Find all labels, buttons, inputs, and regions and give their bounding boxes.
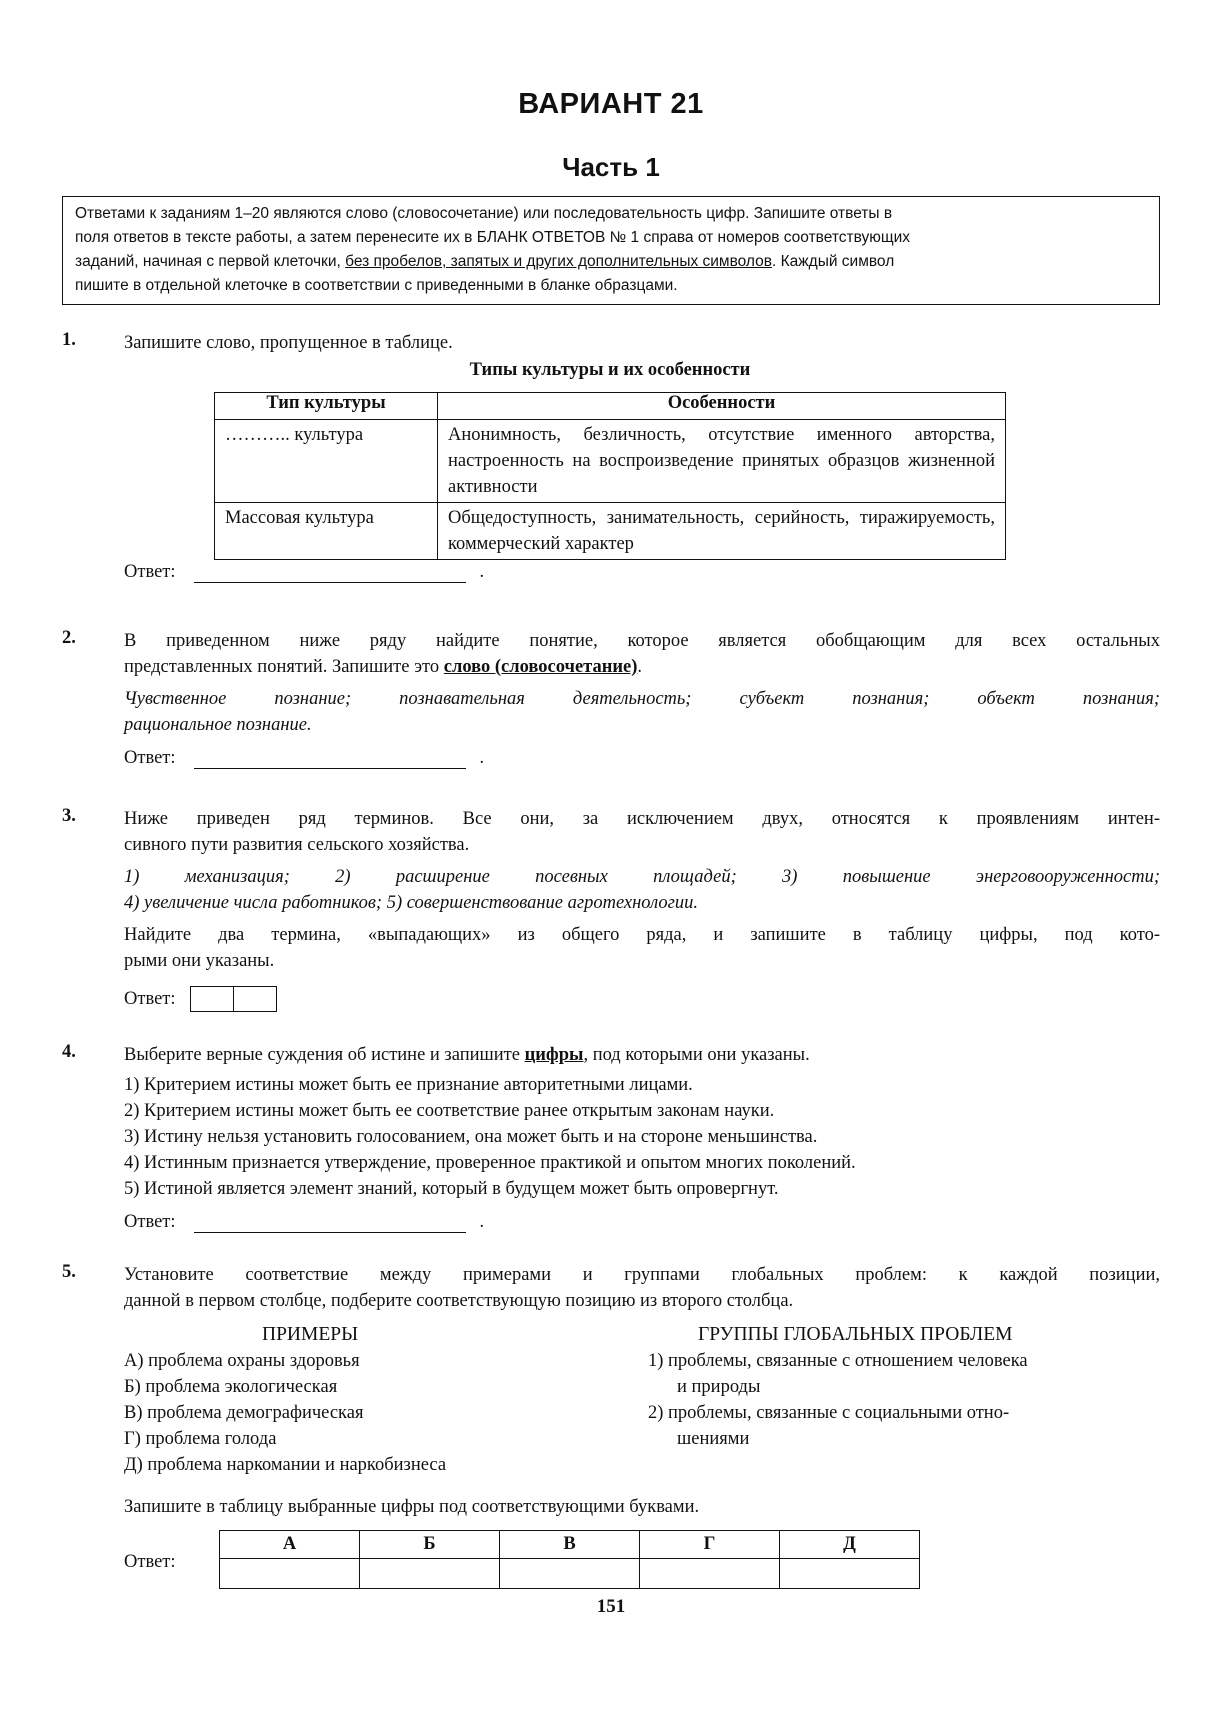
answer-cell[interactable] [500,1559,640,1589]
answer-field[interactable] [194,750,466,769]
task-text: . [637,657,643,677]
task-text: , под которыми они указаны. [583,1045,810,1065]
group-item: 1) проблемы, связанные с отношением человека [648,1351,1028,1371]
groups-list [648,1348,1162,1452]
task-prompt-line: Ниже приведен ряд терминов. Все они, за исключением двух, относятся к проявлениям интен- [124,809,1160,829]
task-number: 5. [62,1262,76,1282]
task-number: 1. [62,330,76,350]
instructions-line: пишите в отдельной клеточке в соответствии с приведенными в бланке образцами. [75,277,678,294]
group-item: 2) проблемы, связанные с социальными отно- [648,1403,1010,1423]
answer-row-3 [124,986,277,1012]
table-header: Тип культуры [215,393,438,420]
answer-field[interactable] [194,564,466,583]
task-number: 2. [62,628,76,648]
task-prompt-line: Установите соответствие между примерами и группами глобальных проблем: к каждой позиции, [124,1265,1160,1285]
table-cell: Анонимность, безличность, отсутствие именного авторства, настроенность на воспроизведение принятых образцов жизненной активности [438,420,1006,503]
table-caption: Типы культуры и их особенности [469,360,751,380]
example-item: Г) проблема голода [124,1429,277,1449]
answer-label: Ответ: [124,1552,176,1572]
instructions-line: поля ответов в тексте работы, а затем перенесите их в БЛАНК ОТВЕТОВ № 1 справа от номеров соответствующих [75,229,911,246]
terms-line: 4) увеличение числа работников; 5) совершенствование агротехнологии. [124,893,698,913]
table-row [215,503,1006,560]
option-item: 4) Истинным признается утверждение, проверенное практикой и опытом многих поколений. [124,1153,856,1173]
group-item-cont: шениями [677,1429,750,1449]
groups-heading: ГРУППЫ ГЛОБАЛЬНЫХ ПРОБЛЕМ [698,1324,1013,1345]
task-text: Выберите верные суждения об истине и запишите [124,1045,525,1065]
instructions-box [62,196,1160,305]
option-item: 5) Истиной является элемент знаний, который в будущем может быть опровергнут. [124,1179,779,1199]
instructions-text: . Каждый символ [772,253,895,270]
example-item: Б) проблема экологическая [124,1377,338,1397]
instructions-text: заданий, начиная с первой клеточки, [75,253,346,270]
instructions-line [75,250,1147,274]
task-number: 4. [62,1042,76,1062]
task-prompt-line: В приведенном ниже ряду найдите понятие, которое является обобщающим для всех остальных [124,631,1160,651]
task-emphasis: слово (словосочетание) [443,657,638,677]
answer-cell[interactable] [233,987,276,1011]
task-body [124,806,1160,974]
answer-cell[interactable] [640,1559,780,1589]
answer-dot: . [479,748,485,768]
task-prompt-line: сивного пути развития сельского хозяйства. [124,835,470,855]
answer-label: Ответ: [124,1212,176,1232]
part-title: Часть 1 [562,152,660,182]
answer-table-5 [219,1530,920,1589]
task-emphasis: цифры [524,1045,584,1065]
answer-row-5 [124,1552,194,1573]
answer-label: Ответ: [124,748,176,768]
answer-label: Ответ: [124,562,176,582]
answer-cell[interactable] [191,987,233,1011]
examples-list [124,1348,446,1478]
table-cell: Общедоступность, занимательность, серийность, тиражируемость, коммерческий характер [438,503,1006,560]
letter-header: Г [640,1531,780,1559]
answer-row-2 [124,748,484,769]
task-instruction-line: Запишите в таблицу выбранные цифры под соответствующими буквами. [124,1497,700,1517]
task-body [124,628,1160,738]
task-prompt-line [124,1042,1160,1068]
group-item-cont: и природы [677,1377,761,1397]
task-body [124,1262,1160,1314]
example-item: А) проблема охраны здоровья [124,1351,360,1371]
task-prompt: Запишите слово, пропущенное в таблице. [124,333,453,353]
table-row [215,420,1006,503]
variant-title: ВАРИАНТ 21 [518,88,704,120]
example-item: В) проблема демографическая [124,1403,364,1423]
answer-boxes [190,986,277,1012]
option-item: 1) Критерием истины может быть ее признание авторитетными лицами. [124,1075,693,1095]
option-item: 3) Истину нельзя установить голосованием, она может быть и на стороне меньшинства. [124,1127,818,1147]
table-header: Особенности [438,393,1006,420]
task-number: 3. [62,806,76,826]
answer-field[interactable] [194,1214,466,1233]
task-prompt-line [124,654,1160,680]
culture-table [214,392,1006,560]
instructions-line: Ответами к заданиям 1–20 являются слово (словосочетание) или последовательность цифр. Запишите ответы в [75,205,893,222]
task-instruction-line: рыми они указаны. [124,951,275,971]
terms-line: 1) механизация; 2) расширение посевных площадей; 3) повышение энерговооруженности; [124,867,1160,887]
answer-label: Ответ: [124,988,176,1009]
examples-heading: ПРИМЕРЫ [262,1324,359,1345]
task-prompt-line: данной в первом столбце, подберите соответствующую позицию из второго столбца. [124,1291,794,1311]
example-item: Д) проблема наркомании и наркобизнеса [124,1455,447,1475]
table-cell: ……….. культура [215,420,438,503]
letter-header: Д [780,1531,920,1559]
letter-header: А [220,1531,360,1559]
task-body [124,1042,1160,1202]
answer-cell[interactable] [220,1559,360,1589]
instructions-underlined: без пробелов, запятых и других дополнительных символов [345,253,773,270]
terms-line: рациональное познание. [124,715,312,735]
terms-line: Чувственное познание; познавательная деятельность; субъект познания; объект познания; [124,689,1160,709]
answer-cell[interactable] [360,1559,500,1589]
answer-row-4 [124,1212,484,1233]
page-number: 151 [596,1596,626,1617]
task-text: представленных понятий. Запишите это [124,657,444,677]
answer-dot: . [479,562,485,582]
letter-header: В [500,1531,640,1559]
task-instruction-line: Найдите два термина, «выпадающих» из общего ряда, и запишите в таблицу цифры, под кото- [124,925,1160,945]
letter-header: Б [360,1531,500,1559]
answer-dot: . [479,1212,485,1232]
answer-row-1 [124,562,484,583]
table-cell: Массовая культура [215,503,438,560]
option-item: 2) Критерием истины может быть ее соответствие ранее открытым законам науки. [124,1101,775,1121]
answer-cell[interactable] [780,1559,920,1589]
